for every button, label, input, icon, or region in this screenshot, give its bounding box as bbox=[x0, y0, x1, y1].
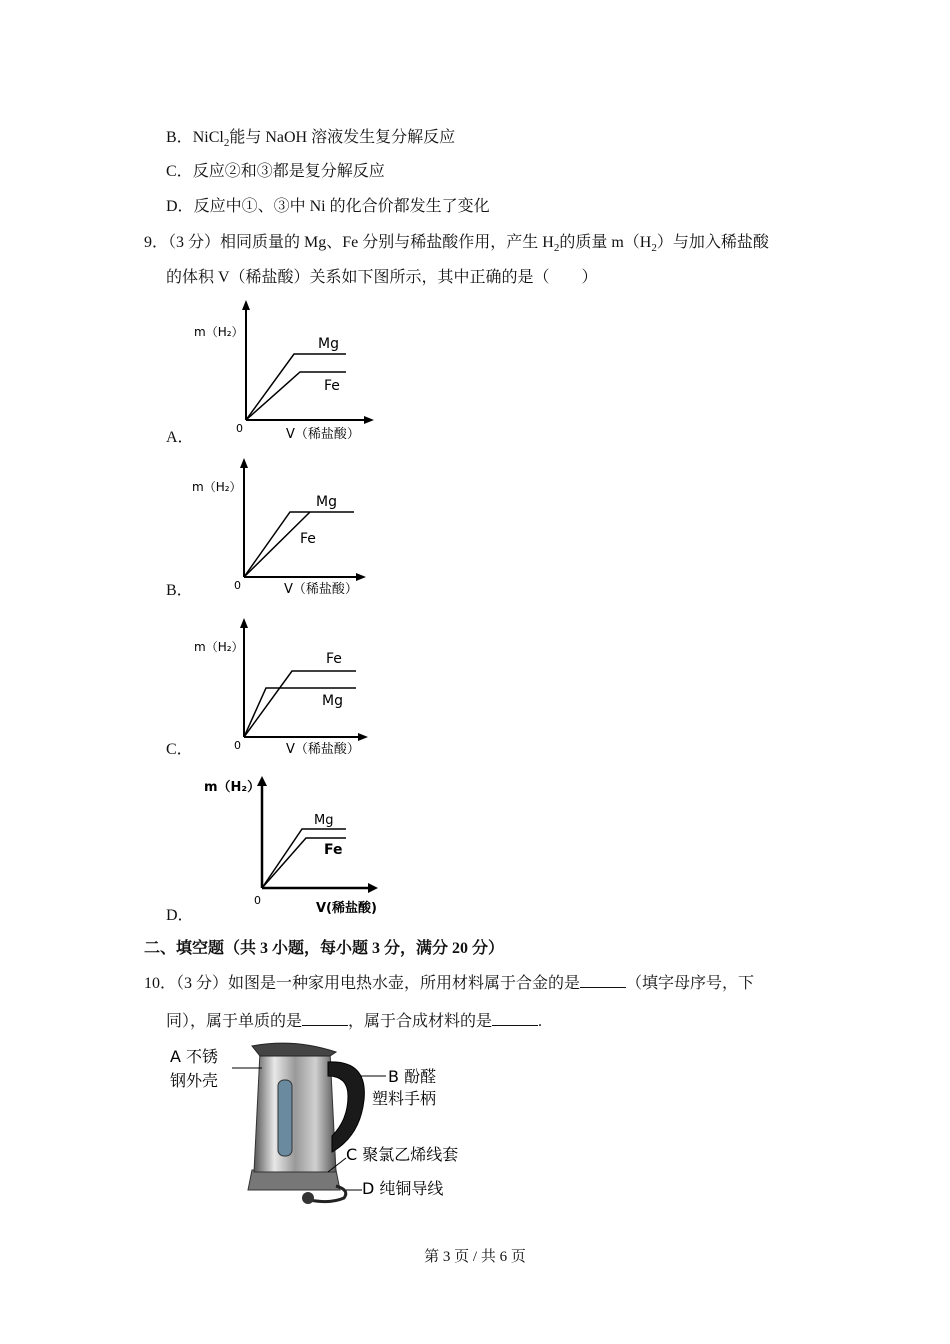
series-top-label: Mg bbox=[318, 336, 339, 352]
graph-c-letter: C． bbox=[166, 741, 193, 758]
kettle-body bbox=[254, 1052, 336, 1172]
plug-icon bbox=[302, 1192, 314, 1204]
kettle-base bbox=[248, 1170, 340, 1190]
label-a-line1: A 不锈 bbox=[170, 1047, 219, 1066]
x-axis-arrow bbox=[358, 733, 368, 741]
graph-d bbox=[196, 772, 386, 920]
series-top-label: Mg bbox=[314, 813, 334, 828]
y-axis-label: m（H₂） bbox=[192, 480, 242, 494]
label-d: D 纯铜导线 bbox=[362, 1179, 444, 1198]
y-axis-label: m（H₂） bbox=[204, 780, 261, 795]
y-axis-label: m（H₂） bbox=[194, 640, 244, 654]
graph-c bbox=[190, 615, 380, 763]
x-axis-label: V（稀盐酸） bbox=[286, 742, 360, 757]
graph-b bbox=[188, 455, 378, 603]
graph-a bbox=[190, 298, 380, 448]
label-c: C 聚氯乙烯线套 bbox=[346, 1145, 459, 1164]
origin-label: 0 bbox=[236, 422, 243, 435]
graph-a-letter: A． bbox=[166, 429, 194, 446]
y-axis-arrow bbox=[242, 300, 250, 310]
series-top-label: Mg bbox=[316, 494, 337, 510]
option-d: D．反应中①、③中 Ni 的化合价都发生了变化 bbox=[166, 198, 490, 215]
origin-label: 0 bbox=[234, 739, 241, 752]
kettle-figure bbox=[160, 1040, 490, 1210]
y-axis-arrow bbox=[240, 618, 248, 628]
origin-label: 0 bbox=[234, 579, 241, 592]
option-b: B．NiCl$_2$能与 NaOH 溶液发生复分解反应 bbox=[166, 129, 456, 150]
label-b-line1: B 酚醛 bbox=[388, 1067, 437, 1086]
x-axis-label: V（稀盐酸） bbox=[286, 427, 360, 442]
answer-blank-alloy[interactable] bbox=[580, 973, 626, 988]
graph-b-letter: B． bbox=[166, 582, 193, 599]
x-axis-arrow bbox=[356, 573, 366, 581]
x-axis-label: V(稀盐酸) bbox=[316, 901, 377, 916]
x-axis-label: V（稀盐酸） bbox=[284, 582, 358, 597]
y-axis-label: m（H₂） bbox=[194, 325, 244, 339]
question-10-line2: 同），属于单质的是 ，属于合成材料的是 . bbox=[166, 1013, 543, 1030]
x-axis-arrow bbox=[368, 883, 378, 893]
label-a-line2: 钢外壳 bbox=[170, 1071, 219, 1090]
kettle-handle bbox=[328, 1062, 364, 1152]
series-bottom-label: Fe bbox=[324, 378, 340, 394]
question-9-line1: 9．（3 分）相同质量的 Mg、Fe 分别与稀盐酸作用，产生 $H_2$的质量 $m(H_2)$与加入稀盐酸 bbox=[144, 234, 769, 255]
label-b-line2: 塑料手柄 bbox=[372, 1089, 437, 1108]
origin-label: 0 bbox=[254, 894, 261, 907]
series-bottom-label: Fe bbox=[324, 842, 343, 858]
question-10-line1: 10．（3 分）如图是一种家用电热水壶，所用材料属于合金的是 （填字母序号，下 bbox=[144, 975, 755, 992]
series-bottom-label: Fe bbox=[300, 531, 316, 547]
kettle-lid bbox=[252, 1043, 336, 1056]
page-footer: 第 3 页 / 共 6 页 bbox=[424, 1249, 526, 1265]
series-top-label: Fe bbox=[326, 651, 342, 667]
section-2-heading: 二、填空题（共 3 小题，每小题 3 分，满分 20 分） bbox=[144, 940, 505, 957]
answer-blank-element[interactable] bbox=[302, 1011, 348, 1026]
answer-blank-synthetic[interactable] bbox=[492, 1011, 538, 1026]
y-axis-arrow bbox=[240, 458, 248, 468]
x-axis-arrow bbox=[364, 416, 374, 424]
series-mg-line bbox=[244, 512, 354, 577]
graph-d-letter: D． bbox=[166, 907, 194, 924]
option-c: C．反应②和③都是复分解反应 bbox=[166, 163, 385, 180]
water-window bbox=[278, 1080, 292, 1156]
series-bottom-label: Mg bbox=[322, 693, 343, 709]
question-9-line2: 的体积 V（稀盐酸）关系如下图所示，其中正确的是（ ） bbox=[166, 269, 598, 286]
